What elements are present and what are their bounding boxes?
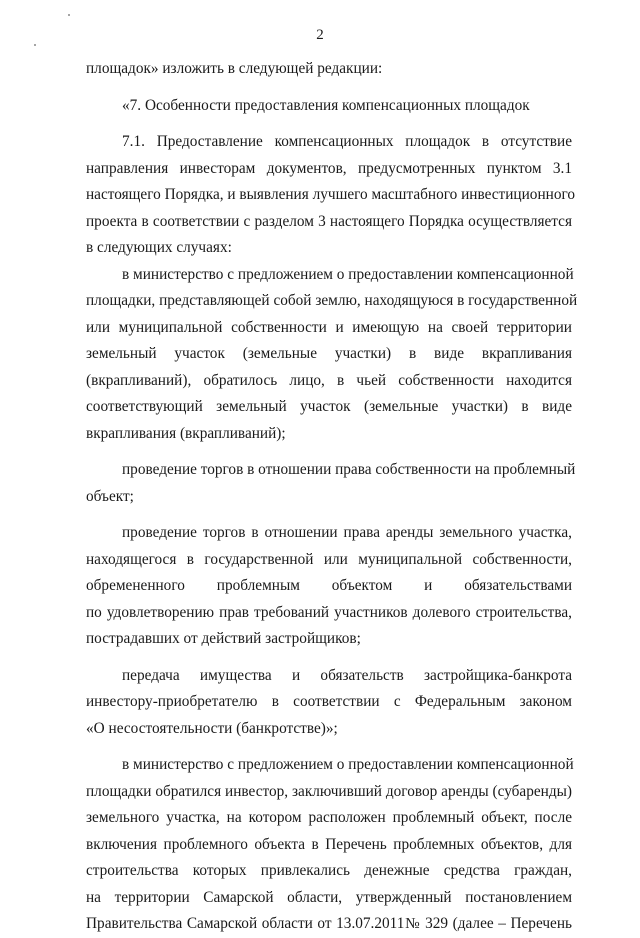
paragraph-case-3	[86, 520, 572, 653]
text-line: площадки, представляющей собой землю, находящуюся в государственной	[86, 292, 578, 309]
text-line: проекта в соответствии с разделом 3 настоящего Порядка осуществляется	[86, 212, 572, 230]
text-line: в министерство с предложением о предоставлении компенсационной	[122, 756, 574, 773]
text-line: обремененного проблемным объектом и обязательствами	[86, 577, 572, 594]
text-line: пострадавших от действий застройщиков;	[86, 630, 361, 647]
text-line: или муниципальной собственности и имеющую на своей территории	[86, 318, 572, 336]
text-line: в министерство с предложением о предоставлении компенсационной	[122, 265, 574, 283]
text-line: Правительства Самарской области от 13.07.2011№ 329 (далее – Перечень	[86, 915, 572, 932]
text-line: на территории Самарской области, утвержденный постановлением	[86, 888, 572, 906]
text-line: проведение торгов в отношении права аренды земельного участка,	[122, 524, 572, 541]
paragraph-case-2	[86, 457, 576, 510]
text-line: (вкрапливаний), обратилось лицо, в чьей собственности находится	[86, 371, 572, 389]
text-line: по удовлетворению прав требований участников долевого строительства,	[86, 603, 572, 621]
paragraph-7-1	[86, 129, 576, 262]
text-line: земельный участок (земельные участки) в виде вкрапливания	[86, 345, 572, 362]
text-line: строительства которых привлекались денежные средства граждан,	[86, 862, 572, 879]
text-line: объект;	[86, 487, 134, 505]
text-line: земельного участка, на котором расположен проблемный объект, после	[86, 809, 572, 826]
text-line: проведение торгов в отношении права собственности на проблемный	[122, 461, 576, 478]
paragraph-case-4	[86, 663, 572, 743]
document-body	[86, 56, 578, 938]
text-line: настоящего Порядка, и выявления лучшего масштабного инвестиционного	[86, 186, 576, 203]
text-line: инвестору-приобретателю в соответствии с Федеральным законом	[86, 693, 572, 710]
text-line: вкрапливания (вкрапливаний);	[86, 424, 286, 442]
paragraph-case-5	[86, 752, 572, 938]
text-line: находящегося в государственной или муниципальной собственности,	[86, 550, 572, 568]
scan-speck	[34, 44, 36, 46]
text-line: 7.1. Предоставление компенсационных площадок в отсутствие	[122, 133, 572, 150]
text-line: в следующих случаях:	[86, 239, 232, 256]
text-line: включения проблемного объекта в Перечень проблемных объектов, для	[86, 835, 572, 853]
text-line: площадок» изложить в следующей редакции:	[86, 60, 383, 77]
paragraph-case-1	[86, 262, 578, 448]
scan-speck	[68, 14, 70, 16]
text-line: площадки обратился инвестор, заключивший договор аренды (субаренды)	[86, 782, 572, 800]
text-line: «О несостоятельности (банкротстве)»;	[86, 719, 338, 737]
page-number: 2	[316, 27, 324, 43]
section-heading: «7. Особенности предоставления компенсационных площадок	[122, 96, 530, 114]
text-line: соответствующий земельный участок (земельные участки) в виде	[86, 398, 572, 415]
text-line: передача имущества и обязательств застройщика-банкрота	[122, 666, 572, 684]
text-line: направления инвесторам документов, предусмотренных пунктом 3.1	[86, 159, 572, 177]
